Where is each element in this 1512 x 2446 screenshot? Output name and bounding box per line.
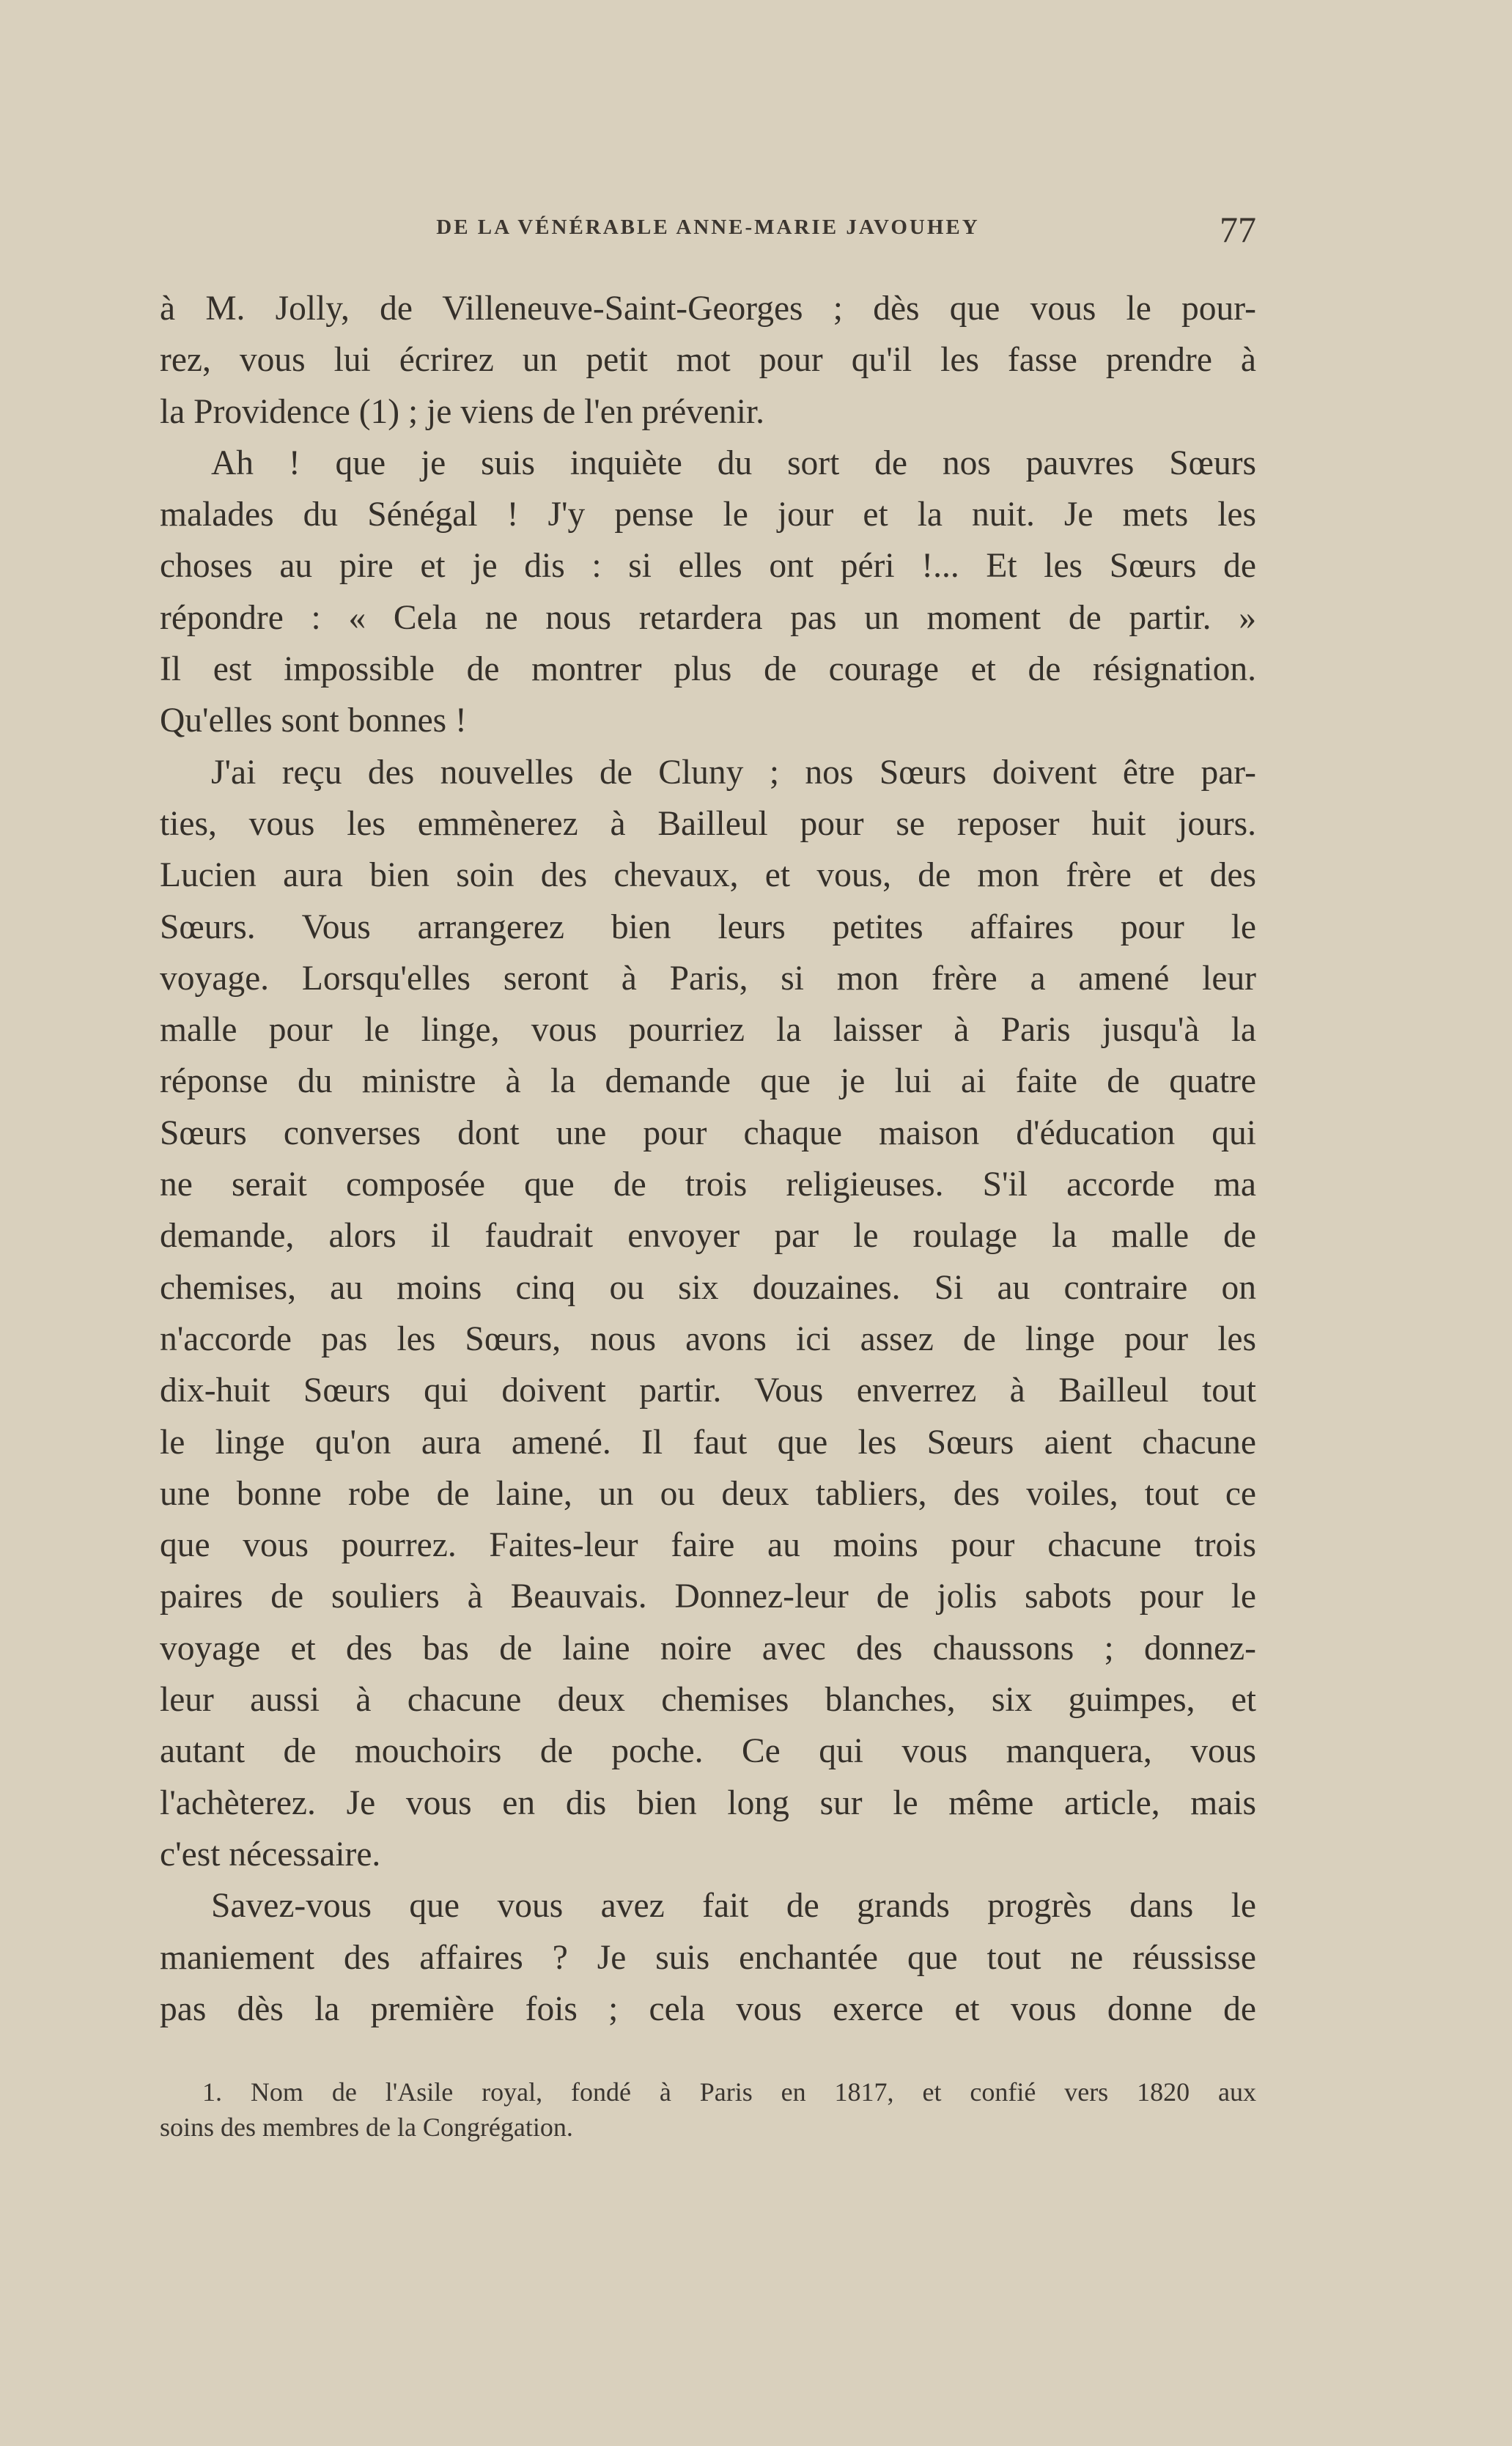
footnotes [160, 2074, 1256, 2145]
running-title: DE LA VÉNÉRABLE ANNE-MARIE JAVOUHEY [436, 216, 980, 239]
page-number: 77 [1220, 209, 1256, 250]
text-line: que vous pourrez. Faites-leur faire au moins pour chacune trois [160, 1526, 1256, 1565]
text-line: J'ai reçu des nouvelles de Cluny ; nos Sœurs doivent être par- [211, 753, 1256, 792]
text-line: Sœurs converses dont une pour chaque maison d'éducation qui [160, 1113, 1256, 1152]
text-line: répondre : « Cela ne nous retardera pas un moment de partir. » [160, 598, 1256, 637]
text-line: ne serait composée que de trois religieuses. S'il accorde ma [160, 1165, 1256, 1204]
text-line: réponse du ministre à la demande que je lui ai faite de quatre [160, 1062, 1256, 1101]
body-text [160, 283, 1256, 2035]
text-line: la Providence (1) ; je viens de l'en prévenir. [160, 392, 765, 431]
text-line: pas dès la première fois ; cela vous exerce et vous donne de [160, 1989, 1256, 2028]
text-line: rez, vous lui écrirez un petit mot pour qu'il les fasse prendre à [160, 341, 1256, 380]
text-line: malades du Sénégal ! J'y pense le jour et la nuit. Je mets les [160, 496, 1256, 534]
text-line: autant de mouchoirs de poche. Ce qui vous manquera, vous [160, 1732, 1256, 1771]
text-line: l'achèterez. Je vous en dis bien long sur le même article, mais [160, 1783, 1256, 1822]
text-line: le linge qu'on aura amené. Il faut que les Sœurs aient chacune [160, 1423, 1256, 1462]
text-line: chemises, au moins cinq ou six douzaines. Si au contraire on [160, 1268, 1256, 1307]
text-line: leur aussi à chacune deux chemises blanches, six guimpes, et [160, 1681, 1256, 1720]
text-line: Savez-vous que vous avez fait de grands progrès dans le [211, 1887, 1256, 1926]
text-line: une bonne robe de laine, un ou deux tabliers, des voiles, tout ce [160, 1474, 1256, 1513]
text-line: voyage et des bas de laine noire avec des chaussons ; donnez- [160, 1629, 1256, 1668]
text-line: Il est impossible de montrer plus de courage et de résignation. [160, 650, 1256, 689]
text-line: maniement des affaires ? Je suis enchantée que tout ne réussisse [160, 1938, 1256, 1977]
text-line: Sœurs. Vous arrangerez bien leurs petites affaires pour le [160, 907, 1256, 946]
text-line: n'accorde pas les Sœurs, nous avons ici assez de linge pour les [160, 1319, 1256, 1358]
text-line: à M. Jolly, de Villeneuve-Saint-Georges ; dès que vous le pour- [160, 290, 1256, 328]
text-line: dix-huit Sœurs qui doivent partir. Vous enverrez à Bailleul tout [160, 1371, 1256, 1410]
page-header [160, 209, 1256, 257]
text-line: voyage. Lorsqu'elles seront à Paris, si mon frère a amené leur [160, 959, 1256, 998]
footnote-line: 1. Nom de l'Asile royal, fondé à Paris en 1817, et confié vers 1820 aux [202, 2077, 1256, 2107]
text-line: c'est nécessaire. [160, 1835, 381, 1874]
text-line: choses au pire et je dis : si elles ont péri !... Et les Sœurs de [160, 547, 1256, 586]
footnote-line: soins des membres de la Congrégation. [160, 2112, 573, 2142]
text-line: demande, alors il faudrait envoyer par le roulage la malle de [160, 1217, 1256, 1256]
text-line: Qu'elles sont bonnes ! [160, 701, 467, 740]
text-line: Lucien aura bien soin des chevaux, et vous, de mon frère et des [160, 856, 1256, 895]
text-line: Ah ! que je suis inquiète du sort de nos pauvres Sœurs [211, 443, 1256, 482]
text-line: ties, vous les emmènerez à Bailleul pour se reposer huit jours. [160, 804, 1256, 843]
text-line: paires de souliers à Beauvais. Donnez-leur de jolis sabots pour le [160, 1577, 1256, 1616]
text-line: malle pour le linge, vous pourriez la laisser à Paris jusqu'à la [160, 1011, 1256, 1050]
